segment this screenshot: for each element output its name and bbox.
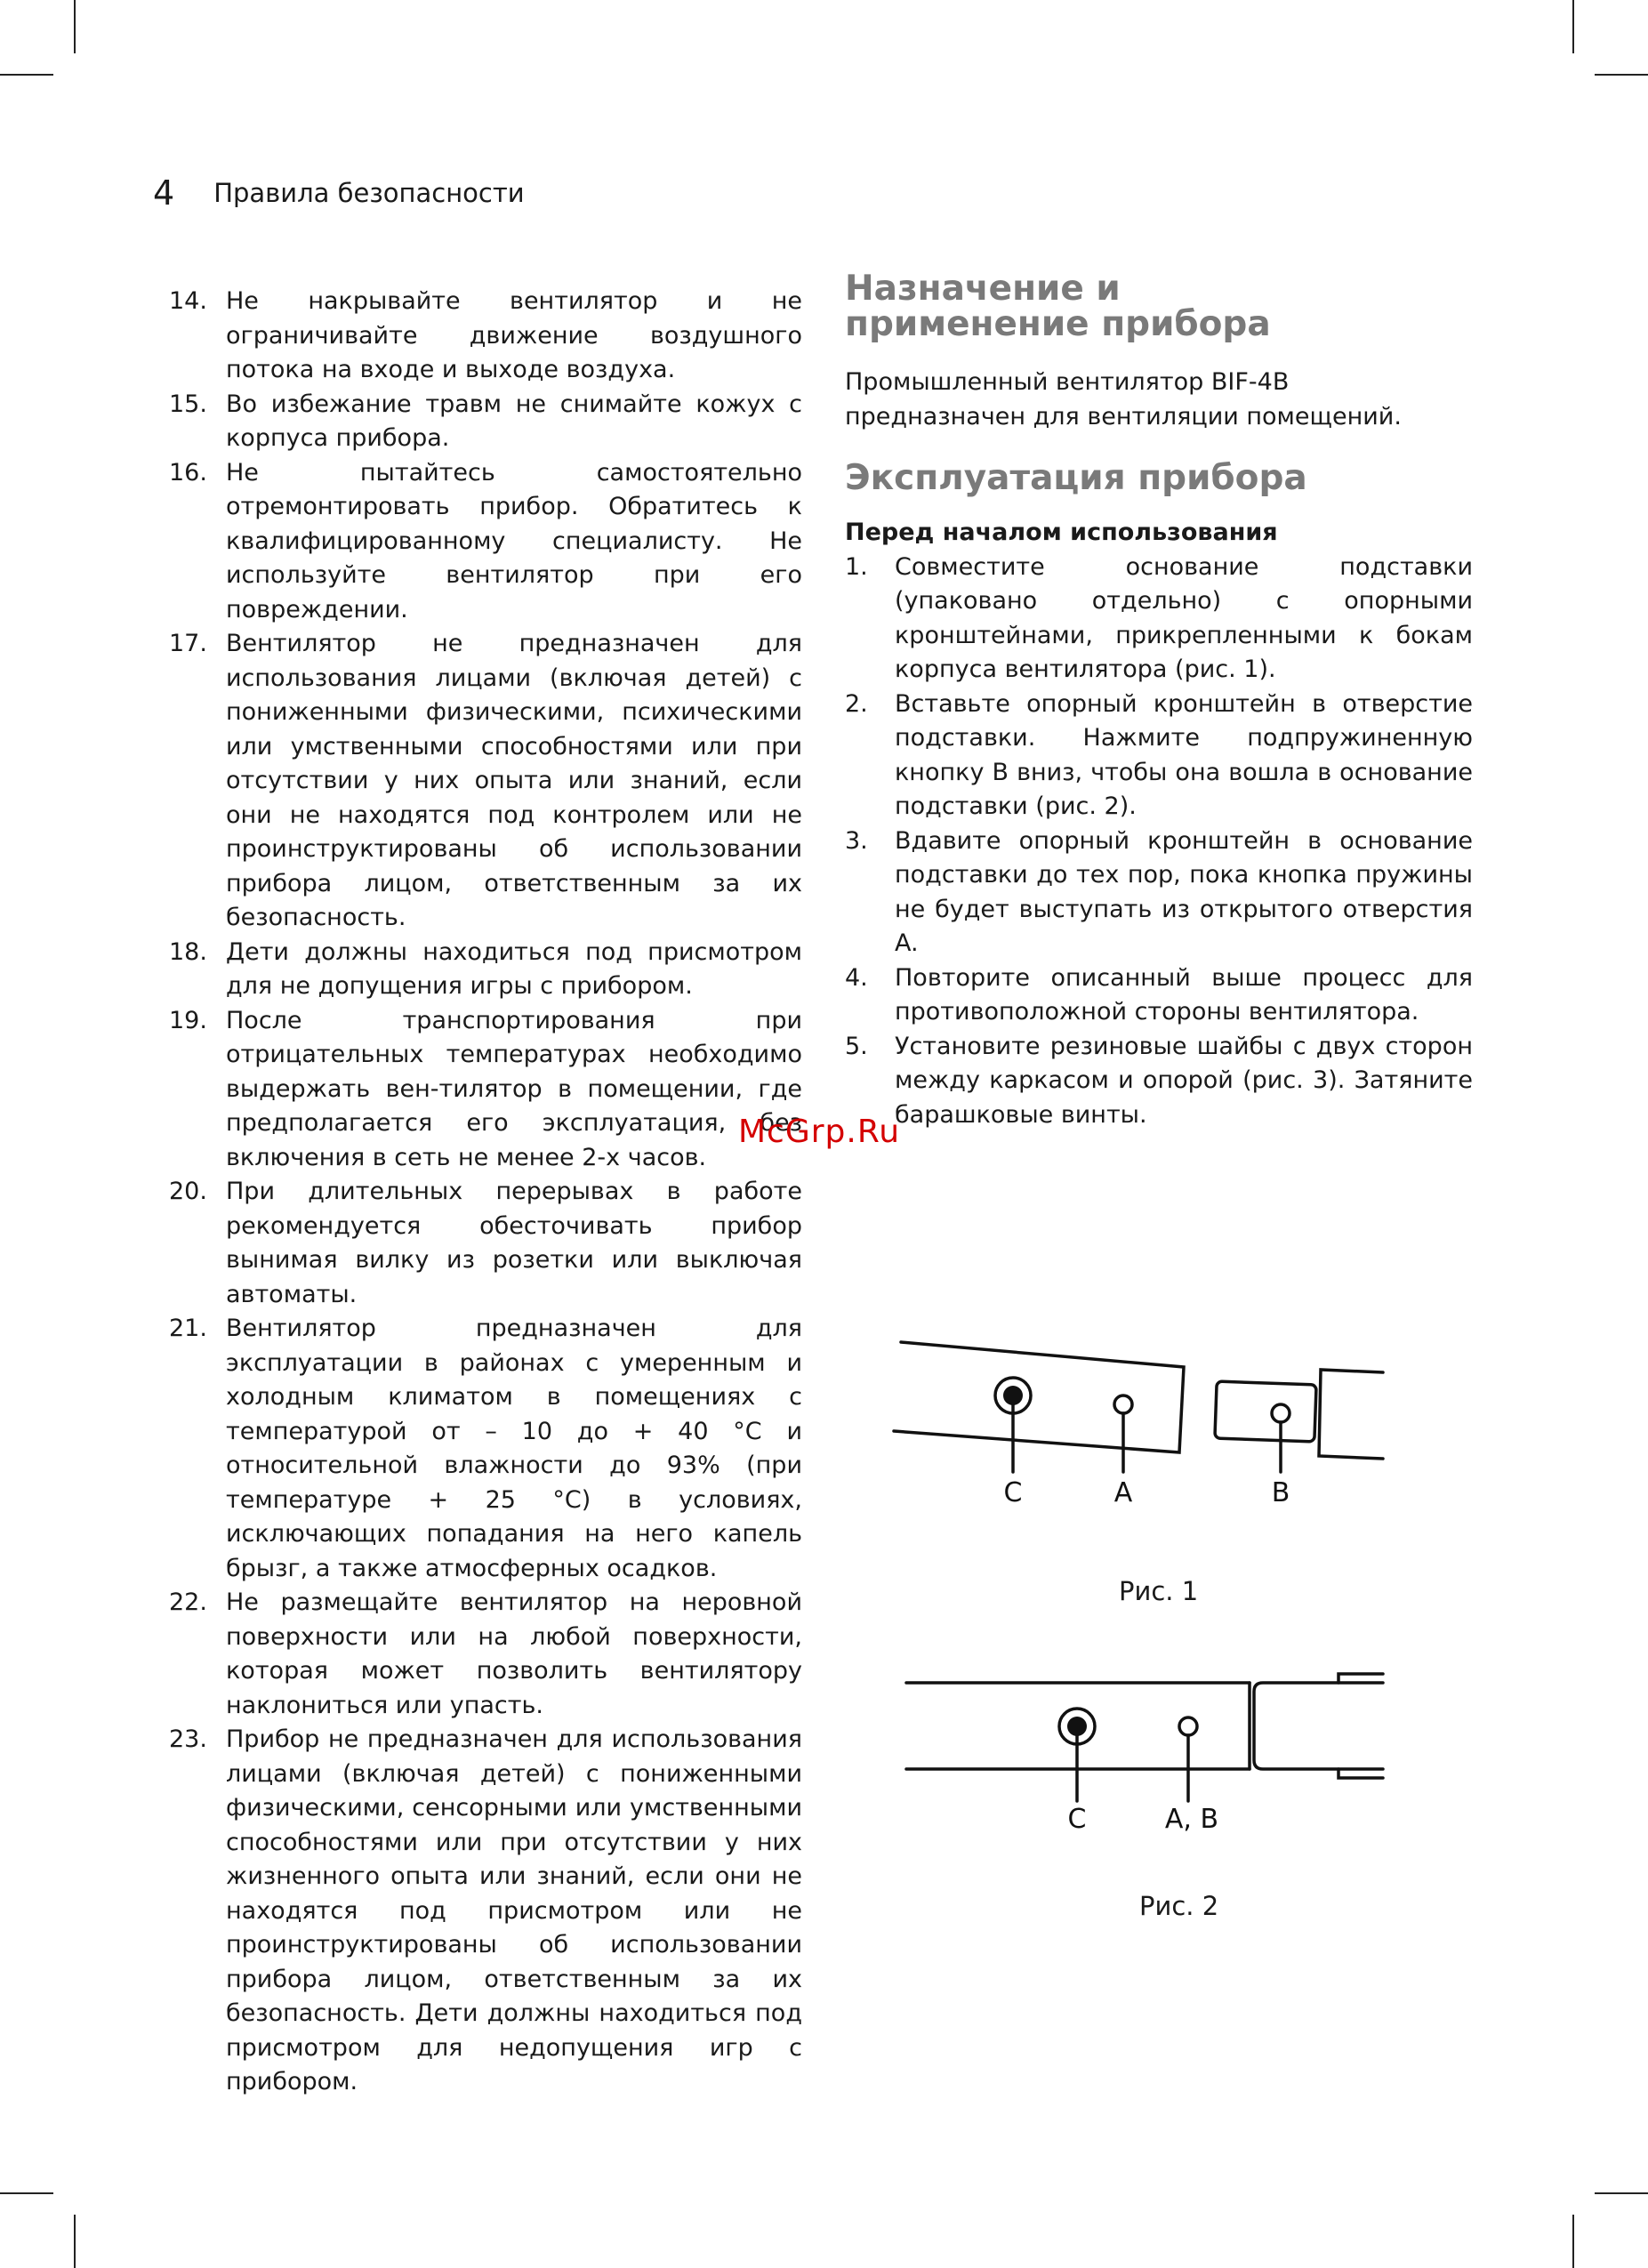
item-number: 18. [169,937,207,966]
base-socket [1215,1381,1316,1442]
item-text: Во избежание травм не снимайте кожух с корпуса прибора. [226,390,802,452]
label-c: C [1067,1804,1087,1835]
item-text: Не накрывайте вентилятор и не ограничивайте движение воздушного потока на входе и выходе воздуха. [226,287,802,383]
item-text: Не размещайте вентилятор на неровной поверхности или на любой поверхности, которая может позволить вентилятору наклониться или упасть. [226,1588,802,1719]
purpose-heading: Назначение и применение прибора [845,269,1271,344]
list-item [169,1586,802,1723]
item-text: После транспортирования при отрицательных температурах необходимо выдержать вен-тилятор в помещении, где предполагается его эксплуатация, без включения в сеть не менее 2-х часов. [226,1006,802,1171]
label-a: A [1113,1477,1133,1508]
base-tube [1319,1370,1383,1459]
step-number: 2. [845,689,868,718]
crop-mark [0,74,53,76]
figure-2-caption: Рис. 2 [1139,1891,1219,1921]
installation-steps [845,551,1473,1133]
list-item [169,456,802,628]
item-text: При длительных перерывах в работе рекомендуется обесточивать прибор вынимая вилку из розетки или выключая автоматы. [226,1178,802,1308]
crop-mark [0,2192,53,2194]
item-number: 21. [169,1315,207,1342]
item-number: 19. [169,1006,207,1034]
step-text: Вставьте опорный кронштейн в отверстие подставки. Нажмите подпружиненную кнопку B вниз, чтобы она вошла в основание подставки (рис. 2). [895,689,1473,820]
list-item [169,1175,802,1312]
list-item [845,1030,1473,1133]
watermark: McGrp.Ru [738,1114,901,1150]
crop-mark [1572,0,1574,53]
socket-outline [1254,1683,1383,1769]
item-text: Вентилятор не предназначен для использования лицами (включая детей) с пониженными физическими, психическими или умственными способностями или при отсутствии у них опыта или знаний, если они не находятся под контролем или не проинструктированы об использовании прибора лицом, ответственным за их безопасность. [226,630,802,931]
item-text: Дети должны находиться под присмотром для не допущения игры с прибором. [226,937,802,1000]
list-item [169,1312,802,1586]
item-number: 14. [169,287,207,315]
label-a-b: A, B [1164,1804,1219,1835]
section-title: Правила безопасности [213,178,525,208]
list-item [169,936,802,1004]
bracket-outline [894,1342,1184,1452]
list-item [845,824,1473,961]
crop-mark [1572,2215,1574,2268]
crop-mark [1595,2192,1648,2194]
item-number: 22. [169,1588,207,1616]
list-item [169,1004,802,1176]
item-text: Вентилятор предназначен для эксплуатации в районах с умеренным и холодным климатом в помещениях с температурой от – 10 до + 40 °С и относительной влажности до 93% (при температуре + 25 °С) в условиях, исключающих попадания на него капель брызг, а также атмосферных осадков. [226,1315,802,1582]
step-number: 5. [845,1032,868,1060]
list-item [845,961,1473,1030]
label-b: B [1271,1477,1290,1508]
item-number: 17. [169,630,207,657]
crop-mark [74,2215,76,2268]
crop-mark [1595,74,1648,76]
right-column [845,271,1473,1132]
before-use-subheading: Перед началом использования [845,519,1278,546]
figure-2-diagram [894,1659,1392,1837]
step-text: Вдавите опорный кронштейн в основание подставки до тех пор, пока кнопка пружины не будет выступать из открытого отверстия A. [895,826,1473,957]
safety-rules-list [169,285,802,2100]
list-item [169,388,802,456]
figure-1-diagram [885,1330,1387,1525]
step-number: 4. [845,963,868,992]
step-text: Установите резиновые шайбы с двух сторон между каркасом и опорой (рис. 3). Затяните барашковые винты. [895,1032,1473,1129]
list-item [169,1723,802,2100]
step-text: Совместите основание подставки (упаковано отдельно) с опорными кронштейнами, прикрепленными к бокам корпуса вентилятора (рис. 1). [895,552,1473,683]
page-header [153,171,525,215]
item-number: 20. [169,1178,207,1205]
purpose-text: Промышленный вентилятор BIF-4B предназначен для вентиляции помещений. [845,368,1402,430]
list-item [169,285,802,388]
list-item [845,551,1473,688]
item-number: 23. [169,1725,207,1753]
item-text: Не пытайтесь самостоятельно отремонтировать прибор. Обратитесь к квалифицированному специалисту. Не используйте вентилятор при его повреждении. [226,458,802,623]
item-number: 15. [169,390,207,418]
label-c: C [1003,1477,1023,1508]
step-number: 1. [845,552,868,581]
figure-1-caption: Рис. 1 [1119,1576,1199,1606]
step-text: Повторите описанный выше процесс для противоположной стороны вентилятора. [895,963,1473,1025]
item-number: 16. [169,458,207,487]
list-item [845,688,1473,824]
list-item [169,627,802,936]
item-text: Прибор не предназначен для использования лицами (включая детей) с пониженными физическими, сенсорными или умственными способностями или при отсутствии у них жизненного опыта или знаний, если они не находятся под присмотром или не проинструктированы об использовании прибора лицом, ответственным за их безопасность. Дети должны находиться под присмотром для недопущения игр с прибором. [226,1725,802,2095]
crop-mark [74,0,76,53]
operation-heading: Эксплуатация прибора [845,458,1307,498]
step-number: 3. [845,826,868,855]
page-number: 4 [153,173,175,213]
